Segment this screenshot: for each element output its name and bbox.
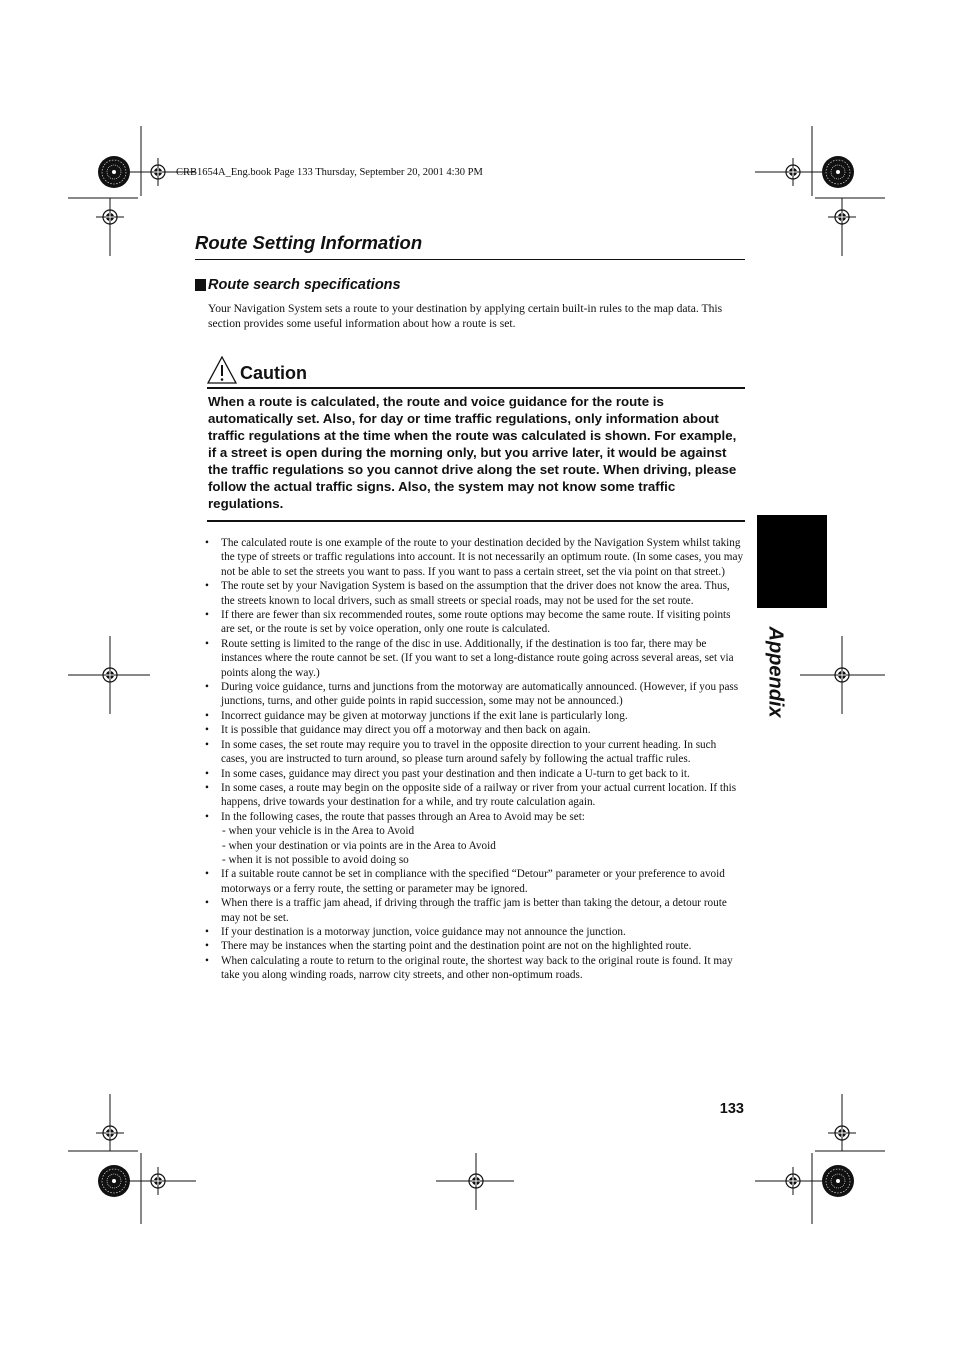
list-item: • When calculating a route to return to the original route, the shortest way back to the original route is found. It may take you along winding roads, narrow city streets, and other non-optimum roads. (203, 954, 745, 983)
page-number: 133 (719, 1101, 744, 1117)
list-item: • In the following cases, the route that passes through an Area to Avoid may be set: (203, 810, 745, 824)
bullet-list (203, 536, 745, 983)
list-item: • When there is a traffic jam ahead, if driving through the traffic jam is better than taking the detour, a detour route may not be set. (203, 896, 745, 925)
list-item: • Incorrect guidance may be given at motorway junctions if the exit lane is particularly long. (203, 709, 745, 723)
warning-triangle-icon (207, 356, 237, 384)
intro-paragraph: Your Navigation System sets a route to your destination by applying certain built-in rules to the map data. This section provides some useful information about how a route is set. (208, 302, 723, 330)
caution-bottom-rule (207, 520, 745, 522)
list-item: • The route set by your Navigation System is based on the assumption that the driver does not know the area. Thus, the streets known to local drivers, such as small streets or special roads, may not be used for the set route. (203, 579, 745, 608)
list-item: • It is possible that guidance may direct you off a motorway and then back on again. (203, 723, 745, 737)
side-tab-label: Appendix (764, 626, 787, 718)
list-item: • Route setting is limited to the range of the disc in use. Additionally, if the destination is too far, there may be instances where the route cannot be set. (If you want to set a long-distance route going across several areas, set via points along the way.) (203, 637, 745, 680)
list-item: • If a suitable route cannot be set in compliance with the specified “Detour” parameter or your preference to avoid motorways or a ferry route, the setting or parameter may be ignored. (203, 867, 745, 896)
title-rule (195, 259, 745, 260)
subsection-title (195, 277, 401, 293)
square-bullet-icon (195, 279, 206, 291)
book-info-header: CRB1654A_Eng.book Page 133 Thursday, September 20, 2001 4:30 PM (176, 167, 483, 178)
subsection-title-text: Route search specifications (208, 277, 401, 293)
caution-heading (207, 356, 307, 384)
list-item: • In some cases, the set route may require you to travel in the opposite direction to your current heading. In such cases, you are instructed to turn around, so please turn around safely by following the actual traffic rules. (203, 738, 745, 767)
list-item: • If there are fewer than six recommended routes, some route options may become the same route. If visiting points are set, or the route is set by voice operation, only one route is calculated. (203, 608, 745, 637)
caution-top-rule (207, 387, 745, 389)
list-item: • If your destination is a motorway junction, voice guidance may not announce the junction. (203, 925, 745, 939)
list-item: • In some cases, a route may begin on the opposite side of a railway or river from your actual current location. If this happens, drive towards your destination for a while, and try route calculation again. (203, 781, 745, 810)
list-item: • The calculated route is one example of the route to your destination decided by the Navigation System whilst taking the type of streets or traffic regulations into account. It is not necessarily an optimum route. (In some cases, you may not be able to set the streets you want to pass. If you want to pass a certain street, set the via point on that street.) (203, 536, 745, 579)
sub-list-item: - when it is not possible to avoid doing so (222, 853, 409, 866)
section-title: Route Setting Information (195, 232, 423, 253)
caution-label: Caution (240, 363, 307, 383)
sub-list-item: - when your vehicle is in the Area to Avoid (222, 825, 415, 838)
list-item: • In some cases, guidance may direct you past your destination and then indicate a U-turn to get back to it. (203, 767, 745, 781)
list-item: • During voice guidance, turns and junctions from the motorway are automatically announced. (However, if you pass junctions, turns, and other guide points in rapid succession, some may not be announced.) (203, 680, 745, 709)
side-tab-block (757, 515, 827, 608)
list-item: • There may be instances when the starting point and the destination point are not on the highlighted route. (203, 939, 745, 953)
sub-list-item: - when your destination or via points are in the Area to Avoid (222, 839, 496, 852)
caution-text: When a route is calculated, the route and voice guidance for the route is automatically set. Also, for day or time traffic regulations, only information about traffic regulations at the time when the route was calculated is shown. For example, if a street is open during the morning only, but you arrive later, it would be against the traffic regulations so you cannot drive along the set route. When driving, please follow the actual traffic signs. Also, the system may not know some traffic regulations. (208, 394, 737, 511)
